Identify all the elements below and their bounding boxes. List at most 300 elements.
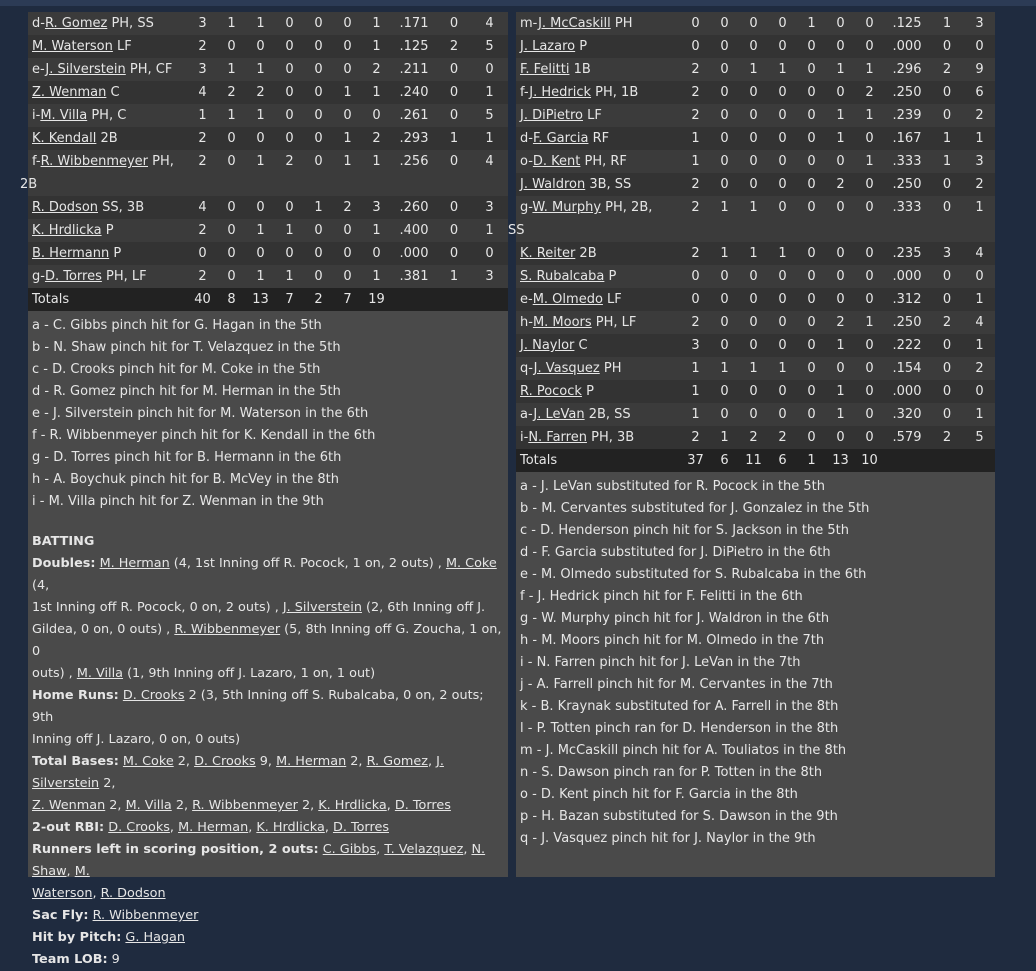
total-cell xyxy=(884,449,930,472)
stat-cell: 0 xyxy=(855,196,884,242)
stat-cell: 2 xyxy=(930,58,964,81)
stat-text: 2, xyxy=(105,798,126,813)
player-link[interactable]: M. xyxy=(74,864,90,879)
position: PH, LF xyxy=(591,315,637,330)
stat-cell: .240 xyxy=(391,81,437,104)
stat-cell: 1 xyxy=(246,150,275,196)
stat-cell: 1 xyxy=(188,104,217,127)
total-cell xyxy=(930,449,964,472)
stat-cell: 0 xyxy=(855,288,884,311)
batter-row xyxy=(28,219,508,242)
position-continued: SS xyxy=(508,223,525,238)
stat-cell: 0 xyxy=(768,12,797,35)
stat-cell: 2 xyxy=(930,426,964,449)
stat-cell: 0 xyxy=(246,242,275,265)
stat-cell: 0 xyxy=(739,265,768,288)
stat-cell: 2 xyxy=(188,219,217,242)
stat-cell: 0 xyxy=(275,12,304,35)
away-batting-summary xyxy=(28,513,508,971)
player-link[interactable]: R. Dodson xyxy=(100,886,166,901)
total-cell: 10 xyxy=(855,449,884,472)
sub-letter: i- xyxy=(32,108,41,123)
note-line: p - H. Bazan substituted for S. Dawson in the 9th xyxy=(520,809,838,824)
stat-cell: 1 xyxy=(333,150,362,196)
stat-cell: 0 xyxy=(768,173,797,196)
batter-row xyxy=(516,311,995,334)
stat-cell: 0 xyxy=(471,242,508,265)
stat-cell: 0 xyxy=(437,81,471,104)
stat-cell: .261 xyxy=(391,104,437,127)
batter-cell xyxy=(508,196,681,242)
position: PH xyxy=(599,361,622,376)
stat-cell: 1 xyxy=(964,288,995,311)
stat-cell: 0 xyxy=(304,58,333,81)
stat-cell: 0 xyxy=(964,35,995,58)
player-link[interactable]: K. Hrdlicka xyxy=(32,223,102,238)
stat-cell: 0 xyxy=(855,242,884,265)
batter-cell xyxy=(28,81,188,104)
stat-cell: 0 xyxy=(797,357,826,380)
total-cell: 6 xyxy=(768,449,797,472)
stat-text: , xyxy=(376,842,385,857)
stat-cell: 4 xyxy=(188,196,217,219)
stat-cell: 1 xyxy=(246,58,275,81)
note-line: k - B. Kraynak substituted for A. Farrell in the 8th xyxy=(520,699,839,714)
stat-cell: 0 xyxy=(681,12,710,35)
stat-cell: .235 xyxy=(884,242,930,265)
batter-row xyxy=(516,35,995,58)
risp-line xyxy=(32,883,504,905)
stat-cell: 1 xyxy=(333,81,362,104)
stat-cell: 1 xyxy=(275,219,304,242)
stat-cell: 0 xyxy=(797,150,826,173)
stat-cell: 0 xyxy=(797,334,826,357)
player-link[interactable]: J. Silverstein xyxy=(282,600,362,615)
stat-cell: 0 xyxy=(826,35,855,58)
player-link[interactable]: Z. Wenman xyxy=(32,798,106,813)
sub-letter: d- xyxy=(32,16,45,31)
stat-cell: 1 xyxy=(930,127,964,150)
stat-cell: 0 xyxy=(333,219,362,242)
stat-cell: 3 xyxy=(188,12,217,35)
stat-cell: 0 xyxy=(855,35,884,58)
stat-cell: 0 xyxy=(930,104,964,127)
stat-cell: 1 xyxy=(333,127,362,150)
stat-cell: 2 xyxy=(188,35,217,58)
stat-cell: .579 xyxy=(884,426,930,449)
sub-letter: i- xyxy=(520,430,529,445)
stat-cell: 0 xyxy=(275,242,304,265)
home-substitution-notes xyxy=(516,472,995,850)
stat-text: 2, xyxy=(173,754,195,769)
player-link[interactable]: K. Hrdlicka xyxy=(318,798,387,813)
batter-row xyxy=(28,265,508,288)
player-link[interactable]: Waterson xyxy=(32,886,93,901)
stat-cell: 9 xyxy=(964,58,995,81)
batter-cell xyxy=(516,35,681,58)
stat-cell: 0 xyxy=(304,242,333,265)
stat-cell: 1 xyxy=(826,58,855,81)
player-link[interactable]: B. Hermann xyxy=(32,246,110,261)
stat-cell: 2 xyxy=(681,58,710,81)
stat-cell: 0 xyxy=(768,104,797,127)
note-line: q - J. Vasquez pinch hit for J. Naylor in the 9th xyxy=(520,831,816,846)
stat-cell: 4 xyxy=(471,150,508,196)
stat-cell: 5 xyxy=(471,104,508,127)
player-link[interactable]: J. McCaskill xyxy=(538,16,611,31)
stat-cell: .239 xyxy=(884,104,930,127)
stat-cell: 2 xyxy=(681,104,710,127)
player-link[interactable]: D. Kent xyxy=(532,154,581,169)
player-link[interactable]: N. Farren xyxy=(528,430,587,445)
stat-cell: 2 xyxy=(681,242,710,265)
player-link[interactable]: M. Herman xyxy=(99,556,170,571)
position: PH, 3B xyxy=(586,430,635,445)
stat-cell: 4 xyxy=(964,311,995,334)
player-link[interactable]: R. Wibbenmeyer xyxy=(40,154,149,169)
stat-cell: 0 xyxy=(217,265,246,288)
total-cell: 13 xyxy=(826,449,855,472)
total-cell: 2 xyxy=(304,288,333,311)
stat-cell: 1 xyxy=(739,242,768,265)
stat-cell: 0 xyxy=(217,196,246,219)
totals-row xyxy=(28,288,508,311)
position: PH, RF xyxy=(580,154,627,169)
stat-cell: 0 xyxy=(855,127,884,150)
player-link[interactable]: M. Herman xyxy=(276,754,347,769)
stat-cell: 0 xyxy=(333,35,362,58)
stat-cell: 2 xyxy=(964,357,995,380)
note-line: b - M. Cervantes substituted for J. Gonzalez in the 5th xyxy=(520,501,870,516)
stat-cell: 1 xyxy=(437,127,471,150)
stat-cell: 4 xyxy=(471,12,508,35)
two-out-rbi-line xyxy=(32,817,504,839)
player-link[interactable]: S. Rubalcaba xyxy=(520,269,605,284)
batter-row xyxy=(516,426,995,449)
batter-cell xyxy=(516,104,681,127)
stat-cell: .211 xyxy=(391,58,437,81)
stat-cell: 2 xyxy=(333,196,362,219)
batter-cell xyxy=(516,12,681,35)
stat-cell: 3 xyxy=(681,334,710,357)
player-link[interactable]: R. Wibbenmeyer xyxy=(92,908,199,923)
stat-cell: 0 xyxy=(855,403,884,426)
player-link[interactable]: J. Lazaro xyxy=(520,39,576,54)
stat-cell: 5 xyxy=(964,426,995,449)
stat-cell: 0 xyxy=(710,150,739,173)
stat-cell: 0 xyxy=(930,380,964,403)
sub-letter: f- xyxy=(32,154,41,169)
stat-cell: 0 xyxy=(768,35,797,58)
player-link[interactable]: Z. Wenman xyxy=(32,85,107,100)
sub-letter: q- xyxy=(520,361,534,376)
batter-row xyxy=(516,242,995,265)
player-link[interactable]: D. Torres xyxy=(394,798,451,813)
doubles-line xyxy=(32,597,504,619)
stat-cell: 0 xyxy=(710,35,739,58)
position: RF xyxy=(588,131,610,146)
stat-cell: .000 xyxy=(884,35,930,58)
batter-cell xyxy=(28,12,188,35)
batter-cell xyxy=(516,173,681,196)
player-link[interactable]: R. Dodson xyxy=(32,200,99,215)
player-link[interactable]: M. Villa xyxy=(125,798,172,813)
batter-row xyxy=(28,81,508,104)
batter-cell xyxy=(516,403,681,426)
player-link[interactable]: J. Silverstein xyxy=(32,754,444,791)
stat-cell: 1 xyxy=(437,265,471,288)
stat-cell: 4 xyxy=(188,81,217,104)
position: PH, SS xyxy=(107,16,154,31)
total-cell: 7 xyxy=(275,288,304,311)
risp-line xyxy=(32,839,504,883)
stat-cell: 1 xyxy=(471,219,508,242)
stat-cell: 0 xyxy=(275,81,304,104)
stat-cell: .256 xyxy=(391,150,437,196)
player-link[interactable]: M. Waterson xyxy=(32,39,113,54)
batter-row xyxy=(28,127,508,150)
stat-cell: 0 xyxy=(333,58,362,81)
stat-cell: 2 xyxy=(681,426,710,449)
position: 2B xyxy=(575,246,597,261)
stat-cell: 1 xyxy=(362,150,391,196)
stat-cell: 0 xyxy=(739,127,768,150)
player-link[interactable]: R. Wibbenmeyer xyxy=(192,798,298,813)
sub-letter: e- xyxy=(520,292,533,307)
player-link[interactable]: M. Olmedo xyxy=(532,292,603,307)
player-link[interactable]: M. Villa xyxy=(40,108,88,123)
player-link[interactable]: D. Torres xyxy=(44,269,102,284)
stat-cell: 2 xyxy=(362,127,391,150)
player-link[interactable]: K. Reiter xyxy=(520,246,576,261)
batter-cell xyxy=(28,35,188,58)
stat-cell: 0 xyxy=(855,380,884,403)
stat-cell: 1 xyxy=(768,58,797,81)
player-link[interactable]: M. Villa xyxy=(76,666,123,681)
stat-cell: 0 xyxy=(710,81,739,104)
note-line: j - A. Farrell pinch hit for M. Cervantes in the 7th xyxy=(520,677,833,692)
stat-cell: 0 xyxy=(217,35,246,58)
stat-cell: 0 xyxy=(826,150,855,173)
player-link[interactable]: G. Hagan xyxy=(125,930,185,945)
stat-cell: .381 xyxy=(391,265,437,288)
position: 2B xyxy=(96,131,118,146)
home-box-score-panel xyxy=(508,12,995,877)
player-link[interactable]: D. Torres xyxy=(332,820,389,835)
player-link[interactable]: R. Wibbenmeyer xyxy=(174,622,281,637)
batter-cell xyxy=(516,242,681,265)
stat-cell: 0 xyxy=(855,173,884,196)
stat-cell: 0 xyxy=(333,265,362,288)
home-batting-table xyxy=(508,12,995,472)
player-link[interactable]: N. Shaw xyxy=(32,842,486,879)
stat-cell: 1 xyxy=(964,196,995,242)
stat-cell: 0 xyxy=(797,127,826,150)
sub-letter: a- xyxy=(520,407,534,422)
player-link[interactable]: W. Murphy xyxy=(532,200,602,215)
stat-text: (4, xyxy=(32,578,50,593)
stat-cell: 0 xyxy=(797,265,826,288)
stat-cell: 0 xyxy=(768,288,797,311)
player-link[interactable]: D. Crooks xyxy=(194,754,256,769)
player-link[interactable]: J. Silverstein xyxy=(45,62,126,77)
position: LF xyxy=(112,39,132,54)
player-link[interactable]: D. Crooks xyxy=(108,820,170,835)
stat-text: 2, xyxy=(171,798,193,813)
batter-row xyxy=(516,104,995,127)
batter-row xyxy=(28,58,508,81)
player-link[interactable]: K. Kendall xyxy=(32,131,97,146)
batter-cell xyxy=(516,357,681,380)
stat-cell: 3 xyxy=(471,265,508,288)
player-link[interactable]: D. Crooks xyxy=(122,688,185,703)
stat-cell: 1 xyxy=(855,58,884,81)
player-link[interactable]: J. LeVan xyxy=(533,407,585,422)
player-link[interactable]: J. Waldron xyxy=(520,177,586,192)
batter-row xyxy=(28,242,508,265)
note-line: e - M. Olmedo substituted for S. Rubalcaba in the 6th xyxy=(520,567,867,582)
batter-row xyxy=(28,150,508,196)
stat-cell: 0 xyxy=(930,288,964,311)
stat-cell: 1 xyxy=(739,357,768,380)
stat-cell: 0 xyxy=(964,265,995,288)
stat-cell: 1 xyxy=(797,12,826,35)
stat-cell: 0 xyxy=(437,58,471,81)
stat-cell: 0 xyxy=(471,58,508,81)
doubles-label: Doubles: xyxy=(32,556,96,571)
stat-cell: 0 xyxy=(217,150,246,196)
note-line: a - J. LeVan substituted for R. Pocock in the 5th xyxy=(520,479,825,494)
player-link[interactable]: J. Naylor xyxy=(520,338,575,353)
stat-cell: 1 xyxy=(217,104,246,127)
batter-cell xyxy=(516,127,681,150)
batting-header: BATTING xyxy=(32,534,95,549)
stat-cell: .222 xyxy=(884,334,930,357)
note-line: i - M. Villa pinch hit for Z. Wenman in the 9th xyxy=(32,494,324,509)
stat-cell: 2 xyxy=(681,173,710,196)
stat-cell: 1 xyxy=(739,196,768,242)
note-line: c - D. Crooks pinch hit for M. Coke in the 5th xyxy=(32,362,321,377)
stat-cell: 0 xyxy=(333,104,362,127)
stat-cell: 1 xyxy=(362,81,391,104)
batter-cell xyxy=(28,219,188,242)
stat-cell: 0 xyxy=(739,311,768,334)
stat-cell: 0 xyxy=(437,12,471,35)
position: 3B, SS xyxy=(585,177,632,192)
player-link[interactable]: T. Velazquez xyxy=(384,842,464,857)
doubles-line xyxy=(32,619,504,663)
stat-cell: 1 xyxy=(217,12,246,35)
player-link[interactable]: R. Gomez xyxy=(366,754,428,769)
stat-text: Inning off J. Lazaro, 0 on, 0 outs) xyxy=(32,732,241,747)
stat-cell: 0 xyxy=(739,403,768,426)
stat-cell: 1 xyxy=(471,81,508,104)
position: P xyxy=(604,269,617,284)
position: PH, CF xyxy=(125,62,173,77)
player-link[interactable]: F. Felitti xyxy=(520,62,570,77)
total-cell: 37 xyxy=(681,449,710,472)
sub-letter: m- xyxy=(520,16,539,31)
team-lob-value: 9 xyxy=(111,952,120,967)
stat-cell: 0 xyxy=(188,242,217,265)
position: PH, xyxy=(148,154,174,169)
stat-text: 2 (3, 5th Inning off S. Rubalcaba, 0 on, 2 outs; 9th xyxy=(32,688,484,725)
note-line: e - J. Silverstein pinch hit for M. Waterson in the 6th xyxy=(32,406,369,421)
batter-cell xyxy=(516,334,681,357)
player-link[interactable]: M. Moors xyxy=(532,315,592,330)
total-cell xyxy=(471,288,508,311)
stat-cell: 1 xyxy=(826,403,855,426)
batter-cell xyxy=(516,380,681,403)
stat-cell: 4 xyxy=(964,242,995,265)
stat-cell: 1 xyxy=(681,150,710,173)
player-link[interactable]: M. Herman xyxy=(178,820,249,835)
player-link[interactable]: F. Garcia xyxy=(532,131,589,146)
sub-letter: o- xyxy=(520,154,533,169)
stat-cell: 1 xyxy=(246,12,275,35)
player-link[interactable]: C. Gibbs xyxy=(322,842,377,857)
batter-cell xyxy=(516,426,681,449)
stat-text: (1, 9th Inning off J. Lazaro, 1 on, 1 out) xyxy=(123,666,376,681)
player-link[interactable]: K. Hrdlicka xyxy=(256,820,325,835)
stat-cell: 1 xyxy=(768,357,797,380)
batter-row xyxy=(516,127,995,150)
position: P xyxy=(575,39,588,54)
batter-cell xyxy=(28,104,188,127)
stat-cell: 0 xyxy=(275,104,304,127)
stat-cell: 0 xyxy=(681,265,710,288)
player-link[interactable]: J. DiPietro xyxy=(520,108,583,123)
stat-cell: 0 xyxy=(797,288,826,311)
position: 1B xyxy=(569,62,591,77)
home-runs-label: Home Runs: xyxy=(32,688,119,703)
stat-cell: 0 xyxy=(826,81,855,104)
stat-cell: 0 xyxy=(855,334,884,357)
stat-cell: 0 xyxy=(275,196,304,219)
player-link[interactable]: J. Hedrick xyxy=(529,85,592,100)
stat-cell: 0 xyxy=(275,58,304,81)
stat-cell: 2 xyxy=(275,150,304,196)
stat-cell: 0 xyxy=(362,242,391,265)
stat-cell: 0 xyxy=(333,242,362,265)
totals-label: Totals xyxy=(516,449,681,472)
player-link[interactable]: M. Coke xyxy=(445,556,497,571)
stat-text: (5, 8th Inning off G. Zoucha, 1 on, 0 xyxy=(32,622,502,659)
away-box-score-panel xyxy=(20,12,508,967)
stat-cell: 6 xyxy=(964,81,995,104)
stat-cell: 0 xyxy=(930,265,964,288)
stat-cell: 1 xyxy=(710,357,739,380)
stat-text: , xyxy=(92,886,101,901)
player-link[interactable]: R. Gomez xyxy=(44,16,108,31)
batter-row xyxy=(516,334,995,357)
stat-cell: .400 xyxy=(391,219,437,242)
stat-cell: 0 xyxy=(437,242,471,265)
player-link[interactable]: R. Pocock xyxy=(520,384,582,399)
total-cell: 6 xyxy=(710,449,739,472)
stat-cell: 1 xyxy=(826,104,855,127)
position: P xyxy=(581,384,594,399)
batter-row xyxy=(28,104,508,127)
total-cell: 19 xyxy=(362,288,391,311)
player-link[interactable]: M. Coke xyxy=(122,754,174,769)
player-link[interactable]: J. Vasquez xyxy=(533,361,600,376)
stat-cell: 2 xyxy=(826,311,855,334)
top-bar xyxy=(0,0,1036,6)
sub-letter: h- xyxy=(520,315,533,330)
stat-cell: 0 xyxy=(437,196,471,219)
stat-cell: 0 xyxy=(710,127,739,150)
